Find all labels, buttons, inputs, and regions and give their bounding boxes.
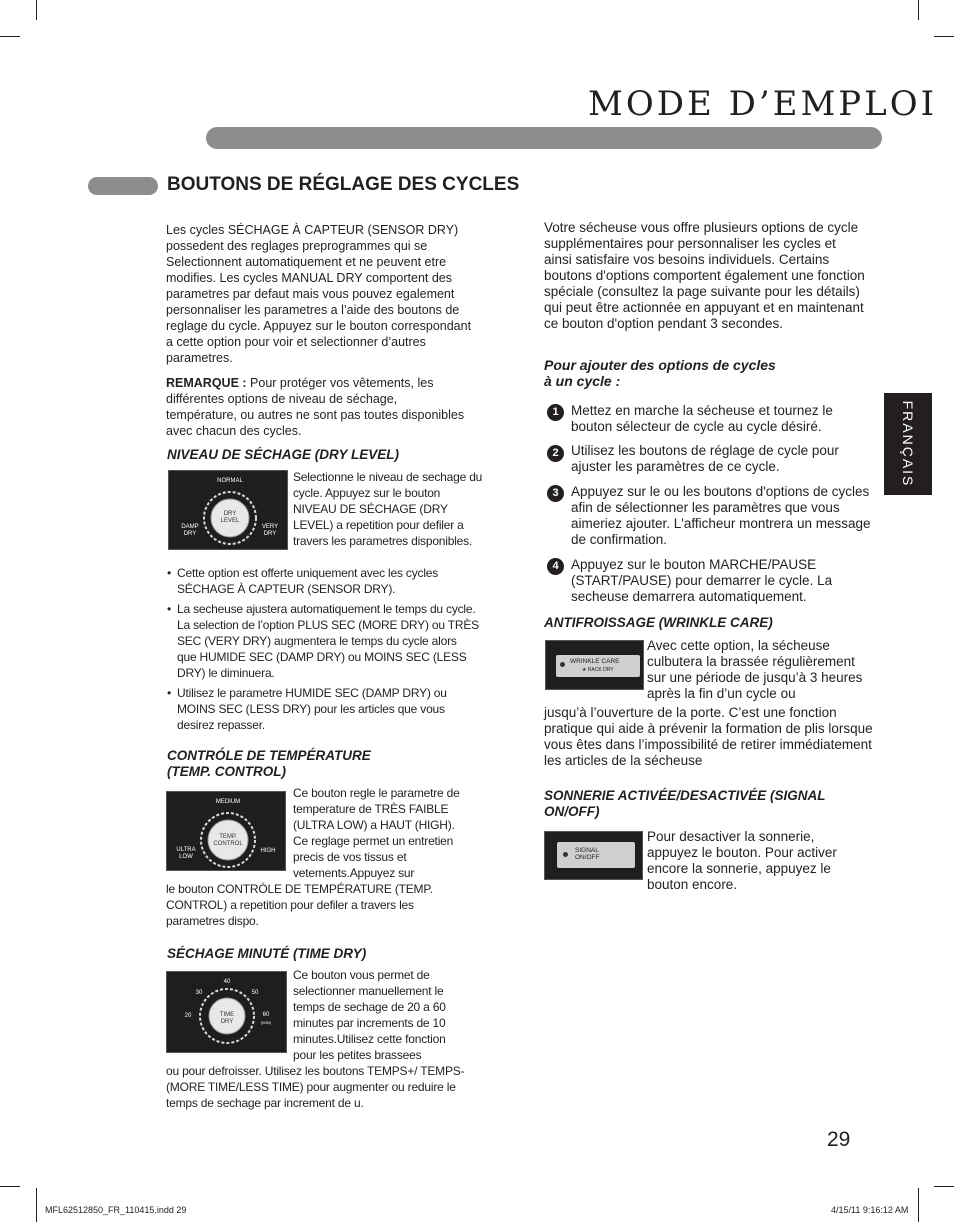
list-item: • Utilisez le parametre HUMIDE SEC (DAMP DRY) ou MOINS SEC (LESS DRY) pour les articles que vous desirez repasser.	[167, 685, 479, 733]
knob-label-right: VERY DRY	[261, 524, 279, 537]
time-text-side: Ce bouton vous permet de selectionner manuellement le temps de sechage de 20 a 60 minutes par increments de 10 minutes.Utilisez cette fonction pour les petites brassees	[293, 968, 446, 1062]
crop-mark	[934, 36, 954, 37]
temp-heading-line1: CONTRÓLE DE TEMPÉRATURE	[167, 748, 371, 763]
signal-button-image	[544, 831, 643, 880]
crop-mark	[918, 0, 919, 20]
page-title: MODE D’EMPLOI	[588, 84, 938, 124]
knob-center-label: TEMP. CONTROL	[213, 834, 243, 847]
step-text-1: Mettez en marche la sécheuse et tournez le bouton sélecteur de cycle au cycle désiré.	[571, 403, 833, 434]
knob-unit-label: (MIN)	[261, 1020, 271, 1025]
knob-label-30: 30	[195, 990, 203, 996]
signal-text: Pour desactiver la sonnerie, appuyez le bouton. Pour activer encore la sonnerie, appuyez le bouton encore.	[647, 829, 837, 892]
intro-paragraph: Les cycles SÉCHAGE À CAPTEUR (SENSOR DRY) possedent des reglages preprogrammes qui se Selectionnent automatiquement et ne peuvent etre modifies. Les cycles MANUAL DRY comportent des parametres par defaut mais vous pouvez egalement personnaliser les parametres a l’aide des boutons de reglage du cycle. Appuyez sur le bouton correspondant a cette option pour voir et selectionner d’autres parametres.	[166, 223, 472, 365]
step-number-1: 1	[547, 404, 564, 421]
language-label: FRANÇAIS	[900, 400, 916, 488]
crop-mark	[36, 0, 37, 20]
knob-label-40: 40	[223, 979, 231, 985]
knob-label-20: 20	[184, 1013, 192, 1019]
add-options-heading-line1: Pour ajouter des options de cycles	[544, 357, 776, 373]
step-text-2: Utilisez les boutons de réglage de cycle pour ajuster les paramètres de ce cycle.	[571, 443, 839, 474]
dry-level-heading: NIVEAU DE SÉCHAGE (DRY LEVEL)	[167, 447, 400, 462]
crop-mark	[0, 36, 20, 37]
crop-mark	[36, 1188, 37, 1222]
knob-label-top: MEDIUM	[215, 799, 241, 805]
wrinkle-button-sublabel: ★ RACK DRY	[582, 667, 614, 673]
indicator-light-icon	[563, 852, 568, 857]
section-marker	[88, 177, 158, 195]
knob-label-left: ULTRA LOW	[176, 847, 196, 860]
knob-label-left: DAMP DRY	[181, 524, 199, 537]
crop-mark	[934, 1186, 954, 1187]
temp-heading	[167, 748, 371, 780]
time-heading: SÉCHAGE MINUTÉ (TIME DRY)	[167, 946, 367, 961]
wrinkle-button-image	[545, 640, 644, 690]
page-number: 29	[827, 1128, 851, 1151]
indicator-light-icon	[560, 662, 565, 667]
crop-mark	[918, 1188, 919, 1222]
dry-level-text: Selectionne le niveau de sechage du cycle. Appuyez sur le bouton NIVEAU DE SÉCHAGE (DRY LEVEL) a repetition pour defiler a travers les parametres disponibles.	[293, 470, 483, 548]
wrinkle-heading: ANTIFROISSAGE (WRINKLE CARE)	[544, 615, 773, 630]
time-knob-image	[166, 971, 287, 1053]
step-number-4: 4	[547, 558, 564, 575]
list-item: • Cette option est offerte uniquement avec les cycles SÉCHAGE À CAPTEUR (SENSOR DRY).	[167, 565, 479, 597]
knob-label-right: HIGH	[260, 848, 276, 854]
list-item: • La secheuse ajustera automatiquement le temps du cycle. La selection de l’option PLUS SEC (MORE DRY) ou TRÈS SEC (VERY DRY) augmentera le temps du cycle alors que HUMIDE SEC (DAMP DRY) ou MOINS SEC (LESS DRY) le diminuera.	[167, 601, 479, 681]
wrinkle-text-full: jusqu’à l’ouverture de la porte. C’est une fonction pratique qui aide à prévenir la formation de plis lorsque vous êtes dans l’impossibilité de retirer immédiatement les articles de la sécheuse	[544, 705, 873, 768]
signal-heading	[544, 788, 826, 820]
note-paragraph	[166, 375, 466, 439]
knob-label-60: 60	[262, 1012, 270, 1018]
signal-heading-line1: SONNERIE ACTIVÉE/DESACTIVÉE (SIGNAL	[544, 788, 826, 803]
step-text-3: Appuyez sur le ou les boutons d'options de cycles afin de sélectionner les paramètres que vous aimeriez ajouter. L'afficheur montrera un message de confirmation.	[571, 484, 871, 547]
knob-label-top: NORMAL	[217, 478, 243, 484]
add-options-heading	[544, 357, 776, 389]
time-text-full: ou pour defroisser. Utilisez les boutons TEMPS+/ TEMPS- (MORE TIME/LESS TIME) pour augmenter ou reduire le temps de sechage par increment de u.	[166, 1064, 465, 1110]
footer-file-name: MFL62512850_FR_110415.indd 29	[45, 1205, 187, 1215]
step-text-4: Appuyez sur le bouton MARCHE/PAUSE (START/PAUSE) pour demarrer le cycle. La secheuse demarrera automatiquement.	[571, 557, 833, 604]
section-title: BOUTONS DE RÉGLAGE DES CYCLES	[167, 174, 520, 195]
dry-level-knob-image	[168, 470, 288, 550]
note-label: REMARQUE :	[166, 376, 247, 390]
knob-label-50: 50	[251, 990, 259, 996]
wrinkle-button-face	[556, 655, 640, 677]
temp-heading-line2: (TEMP. CONTROL)	[167, 764, 286, 779]
signal-button-face	[557, 842, 635, 868]
step-number-2: 2	[547, 445, 564, 462]
right-intro-paragraph: Votre sécheuse vous offre plusieurs options de cycle supplémentaires pour personnaliser les cycles et ainsi satisfaire vos besoins individuels. Certains boutons d'options comportent également une fonction spéciale (consultez la page suivante pour les détails) qui peut être actionnée en appuyant et en maintenant ce bouton d'option pendant 3 secondes.	[544, 220, 865, 331]
wrinkle-text-side: Avec cette option, la sécheuse culbutera la brassée régulièrement sur une période de jusqu’à 3 heures après la fin d’un cycle ou	[647, 638, 863, 701]
knob-center-label: TIME DRY	[219, 1012, 235, 1025]
temp-text-full: le bouton CONTRÓLE DE TEMPÉRATURE (TEMP. CONTROL) a repetition pour defiler a travers les parametres dispo.	[166, 882, 433, 928]
header-bar	[206, 127, 882, 149]
step-number-3: 3	[547, 485, 564, 502]
signal-button-label: SIGNAL ON/OFF	[575, 847, 600, 861]
signal-heading-line2: ON/OFF)	[544, 804, 600, 819]
dry-level-bullets	[167, 565, 479, 737]
crop-mark	[0, 1186, 20, 1187]
note-text: Pour protéger vos vêtements, les différentes options de niveau de séchage, température, ou autres ne sont pas toutes disponibles avec chacun des cycles.	[166, 376, 465, 438]
language-tab	[884, 393, 932, 495]
knob-center-label: DRY LEVEL	[220, 511, 240, 524]
temp-knob-image	[166, 791, 286, 871]
wrinkle-button-label: WRINKLE CARE	[570, 658, 620, 665]
temp-text-side: Ce bouton regle le parametre de temperature de TRÈS FAIBLE (ULTRA LOW) a HAUT (HIGH). Ce reglage permet un entretien precis de vos tissus et vetements.Appuyez sur	[293, 786, 460, 880]
footer-timestamp: 4/15/11 9:16:12 AM	[831, 1205, 909, 1215]
add-options-heading-line2: à un cycle :	[544, 373, 621, 389]
